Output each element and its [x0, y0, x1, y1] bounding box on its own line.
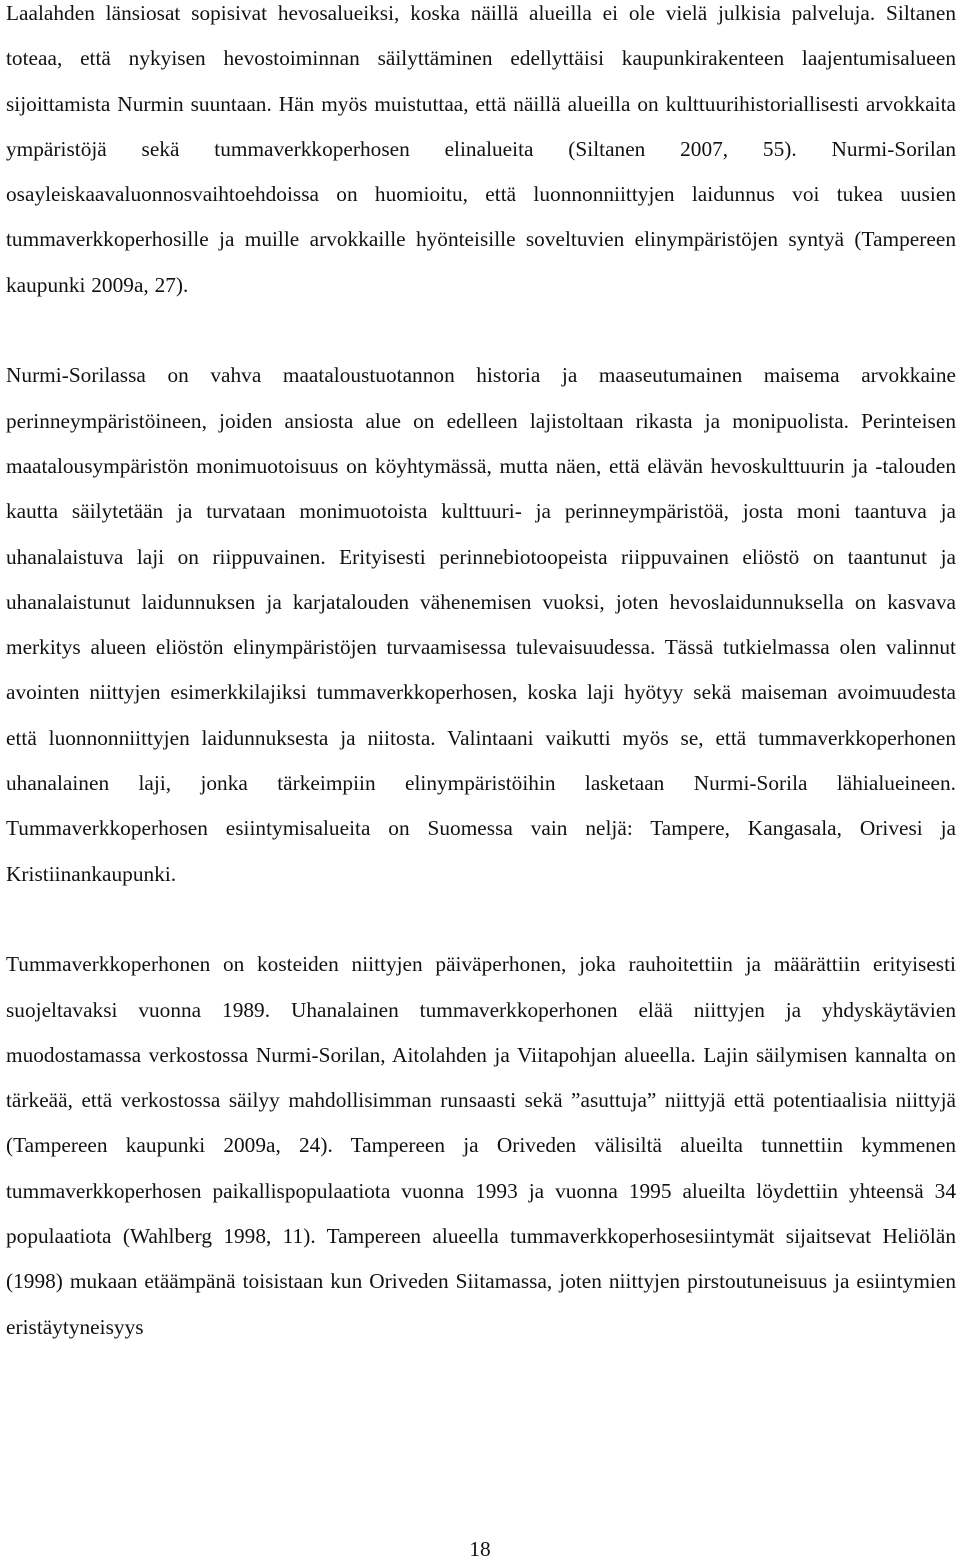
- document-page: [6, 0, 956, 1350]
- paragraph-nurmi-sorila-agriculture: Nurmi-Sorilassa on vahva maataloustuotannon historia ja maaseutumainen maisema arvokkaine perinneympäristöineen, joiden ansiosta alue on edelleen lajistoltaan rikasta ja monipuolista. Perinteisen maatalousympäristön monimuotoisuus on köyhtymässä, mutta näen, että elävän hevoskulttuurin ja -talouden kautta säilytetään ja turvataan monimuotoista kulttuuri- ja perinneympäristöä, josta moni taantuva ja uhanalaistuva laji on riippuvainen. Erityisesti perinnebiotoopeista riippuvainen eliöstö on taantunut ja uhanalaistunut laidunnuksen ja karjatalouden vähenemisen vuoksi, joten hevoslaidunnuksella on kasvava merkitys alueen eliöstön elinympäristöjen turvaamisessa tulevaisuudessa. Tässä tutkielmassa olen valinnut avointen niittyjen esimerkkilajiksi tummaverkkoperhosen, koska laji hyötyy sekä maiseman avoimuudesta että luonnonniittyjen laidunnuksesta ja niitosta. Valintaani vaikutti myös se, että tummaverkkoperhonen uhanalainen laji, jonka tärkeimpiin elinympäristöihin lasketaan Nurmi-Sorila lähialueineen. Tummaverkkoperhosen esiintymisalueita on Suomessa vain neljä: Tampere, Kangasala, Orivesi ja Kristiinankaupunki.: [6, 363, 956, 886]
- paragraph-marsh-fritillary: Tummaverkkoperhonen on kosteiden niittyjen päiväperhonen, joka rauhoitettiin ja määrättiin erityisesti suojeltavaksi vuonna 1989. Uhanalainen tummaverkkoperhonen elää niittyjen ja yhdyskäytävien muodostamassa verkostossa Nurmi-Sorilan, Aitolahden ja Viitapohjan alueella. Lajin säilymisen kannalta on tärkeää, että verkostossa säilyy mahdollisimman runsaasti sekä ”asuttuja” niittyjä että potentiaalisia niittyjä (Tampereen kaupunki 2009a, 24). Tampereen ja Oriveden välisiltä alueilta tunnettiin kymmenen tummaverkkoperhosen paikallispopulaatiota vuonna 1993 ja vuonna 1995 alueilta löydettiin yhteensä 34 populaatiota (Wahlberg 1998, 11). Tampereen alueella tummaverkkoperhosesiintymät sijaitsevat Heliölän (1998) mukaan etäämpänä toisistaan kun Oriveden Siitamassa, joten niittyjen pirstoutuneisuus ja esiintymien eristäytyneisyys: [6, 952, 956, 1339]
- paragraph-laalahti-horse-areas: Laalahden länsiosat sopisivat hevosalueiksi, koska näillä alueilla ei ole vielä julkisia palveluja. Siltanen toteaa, että nykyisen hevostoiminnan säilyttäminen edellyttäisi kaupunkirakenteen laajentumisalueen sijoittamista Nurmin suuntaan. Hän myös muistuttaa, että näillä alueilla on kulttuurihistoriallisesti arvokkaita ympäristöjä sekä tummaverkkoperhosen elinalueita (Siltanen 2007, 55). Nurmi-Sorilan osayleiskaavaluonnosvaihtoehdoissa on huomioitu, että luonnonniittyjen laidunnus voi tukea uusien tummaverkkoperhosille ja muille arvokkaille hyönteisille soveltuvien elinympäristöjen syntyä (Tampereen kaupunki 2009a, 27).: [6, 1, 956, 297]
- page-number: 18: [469, 1537, 491, 1561]
